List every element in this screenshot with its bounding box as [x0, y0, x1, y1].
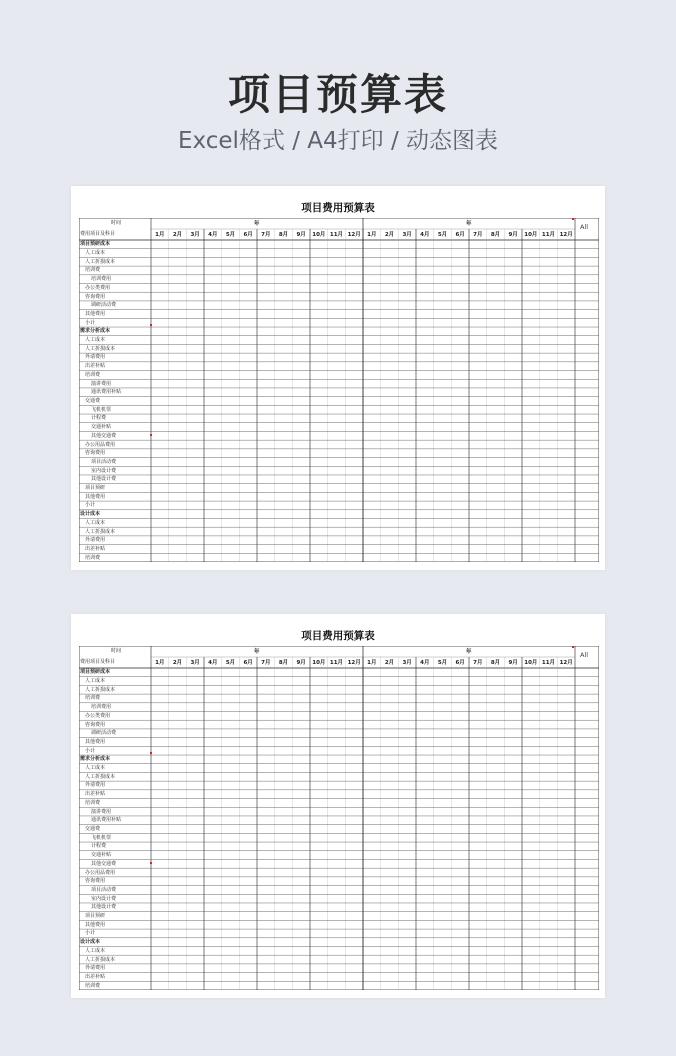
row-label: 人工折损成本 [85, 345, 116, 352]
row-label: 交通补贴 [91, 424, 112, 431]
row-label: 飞机机票 [91, 406, 112, 413]
budget-sheet-preview-2 [71, 614, 605, 998]
row-label: 其他费用 [85, 310, 106, 317]
budget-table [79, 218, 599, 562]
row-label: 项目预研成本 [80, 241, 111, 248]
month-header: 7月 [261, 660, 271, 666]
row-label: 其他设计费 [91, 476, 117, 483]
month-header: 10月 [524, 660, 538, 666]
sheet-title: 项目费用预算表 [301, 630, 375, 642]
all-column-label: All [580, 651, 589, 659]
row-label: 小计 [85, 747, 96, 754]
month-header: 3月 [402, 232, 412, 238]
month-header: 2月 [172, 660, 183, 666]
row-label: 办公类费用 [85, 284, 111, 291]
month-header: 9月 [296, 232, 306, 238]
row-label: 人工成本 [85, 519, 106, 526]
month-header: 6月 [243, 660, 253, 666]
row-label: 小计 [85, 930, 96, 937]
row-label: 人工折损成本 [85, 686, 116, 693]
row-label: 人工折损成本 [85, 773, 116, 780]
month-header: 2月 [172, 232, 183, 238]
month-header: 12月 [559, 660, 573, 666]
corner-item-label: 费用项目及科目 [80, 231, 116, 237]
month-header: 9月 [296, 660, 306, 666]
row-label: 外请费用 [85, 965, 106, 972]
month-header: 5月 [225, 232, 236, 238]
row-label: 咨询费用 [85, 450, 106, 457]
month-header: 10月 [312, 660, 326, 666]
row-label: 交通补贴 [91, 852, 112, 859]
month-header: 4月 [208, 232, 218, 238]
month-header: 8月 [278, 660, 289, 666]
month-header: 6月 [455, 232, 465, 238]
corner-time-label: 时间 [111, 648, 122, 654]
row-label: 出差补贴 [85, 545, 106, 552]
row-label: 其他费用 [85, 493, 106, 500]
month-header: 5月 [225, 660, 236, 666]
row-label: 出差补贴 [85, 363, 106, 370]
table-gridlines [79, 218, 599, 562]
row-label: 办公用品费用 [85, 441, 116, 448]
month-header: 1月 [367, 232, 377, 238]
row-label: 人工折损成本 [85, 258, 116, 265]
row-label: 小计 [85, 319, 96, 326]
year-label: 年 [466, 649, 472, 655]
row-label: 培训费 [85, 554, 101, 561]
row-label: 咨询费用 [85, 878, 106, 885]
comment-marker [150, 862, 152, 864]
month-header: 3月 [190, 232, 200, 238]
month-header: 12月 [559, 232, 573, 238]
row-label: 小计 [85, 502, 96, 509]
corner-item-label: 费用项目及科目 [80, 659, 116, 665]
month-header: 9月 [508, 660, 518, 666]
month-header: 4月 [208, 660, 218, 666]
row-label: 飞机机票 [91, 834, 112, 841]
row-label: 培训费 [85, 799, 101, 806]
month-header: 11月 [541, 660, 556, 666]
row-label: 其他费用 [85, 738, 106, 745]
row-label: 项目预研成本 [80, 669, 111, 676]
row-label: 培训费 [85, 982, 101, 989]
row-label: 外请费用 [85, 782, 106, 789]
month-header: 1月 [155, 660, 165, 666]
row-label: 需求分析成本 [80, 756, 111, 763]
month-header: 1月 [155, 232, 165, 238]
row-label: 调研活动费 [91, 302, 117, 309]
row-label: 人工成本 [85, 765, 106, 772]
row-label: 项目预研 [85, 913, 106, 920]
row-label: 计程费 [91, 843, 107, 850]
all-column-label: All [580, 223, 589, 231]
row-label: 其他设计费 [91, 904, 117, 911]
comment-marker [150, 434, 152, 436]
row-label: 外请费用 [85, 537, 106, 544]
row-label: 项目活动费 [91, 458, 117, 465]
month-header: 3月 [190, 660, 200, 666]
row-label: 人工折损成本 [85, 956, 116, 963]
row-label: 交通费 [85, 398, 101, 404]
month-header: 10月 [524, 232, 538, 238]
row-label: 培训费 [85, 371, 101, 378]
corner-time-label: 时间 [111, 220, 122, 226]
row-label: 项目预研 [85, 485, 106, 492]
row-label: 通讯费用补贴 [91, 389, 122, 396]
month-header: 7月 [473, 232, 483, 238]
row-label: 交通费 [85, 826, 101, 832]
month-header: 4月 [420, 232, 430, 238]
row-label: 室内设计费 [91, 467, 117, 474]
month-header: 8月 [490, 232, 501, 238]
comment-marker [150, 752, 152, 754]
row-label: 办公用品费用 [85, 869, 116, 876]
budget-table [79, 646, 599, 990]
row-label: 调研活动费 [91, 730, 117, 737]
month-header: 8月 [490, 660, 501, 666]
row-label: 人工成本 [85, 337, 106, 344]
month-header: 4月 [420, 660, 430, 666]
row-label: 出差补贴 [85, 791, 106, 798]
row-label: 咨询费用 [85, 293, 106, 300]
row-label: 出差补贴 [85, 973, 106, 980]
month-header: 2月 [384, 660, 395, 666]
row-label: 培训费 [85, 695, 101, 702]
row-label: 需求分析成本 [80, 328, 111, 335]
row-label: 演讲费用 [91, 380, 112, 387]
row-label: 室内设计费 [91, 895, 117, 902]
year-label: 年 [254, 649, 260, 655]
row-label: 外请费用 [85, 354, 106, 361]
row-label: 计程费 [91, 415, 107, 422]
row-label: 其他交通费 [91, 860, 117, 867]
month-header: 5月 [437, 232, 448, 238]
month-header: 12月 [347, 232, 361, 238]
row-label: 演讲费用 [91, 808, 112, 815]
row-label: 人工折损成本 [85, 528, 116, 535]
month-header: 10月 [312, 232, 326, 238]
sheet-title: 项目费用预算表 [301, 202, 375, 214]
comment-marker [150, 324, 152, 326]
hero-subtitle: Excel格式 / A4打印 / 动态图表 [177, 128, 499, 154]
month-header: 6月 [243, 232, 253, 238]
row-label: 咨询费用 [85, 721, 106, 728]
row-label: 项目活动费 [91, 886, 117, 893]
month-header: 3月 [402, 660, 412, 666]
row-label: 培训费用 [91, 276, 112, 283]
hero-title: 项目预算表 [227, 70, 448, 119]
month-header: 11月 [329, 232, 344, 238]
row-label: 其他交通费 [91, 432, 117, 439]
row-label: 人工成本 [85, 250, 106, 257]
month-header: 2月 [384, 232, 395, 238]
budget-sheet-preview-1 [71, 186, 605, 570]
row-label: 人工成本 [85, 947, 106, 954]
row-label: 人工成本 [85, 678, 106, 685]
year-label: 年 [466, 221, 472, 227]
table-gridlines [79, 646, 599, 990]
month-header: 12月 [347, 660, 361, 666]
month-header: 8月 [278, 232, 289, 238]
row-label: 办公类费用 [85, 712, 111, 719]
month-header: 1月 [367, 660, 377, 666]
comment-marker [572, 646, 574, 648]
month-header: 11月 [329, 660, 344, 666]
row-label: 其他费用 [85, 921, 106, 928]
row-label: 通讯费用补贴 [91, 817, 122, 824]
month-header: 7月 [261, 232, 271, 238]
month-header: 7月 [473, 660, 483, 666]
year-label: 年 [254, 221, 260, 227]
month-header: 9月 [508, 232, 518, 238]
row-label: 培训费 [85, 267, 101, 274]
row-label: 设计成本 [80, 939, 101, 946]
month-header: 5月 [437, 660, 448, 666]
comment-marker [572, 218, 574, 220]
row-label: 设计成本 [80, 511, 101, 518]
row-label: 培训费用 [91, 704, 112, 711]
month-header: 11月 [541, 232, 556, 238]
month-header: 6月 [455, 660, 465, 666]
